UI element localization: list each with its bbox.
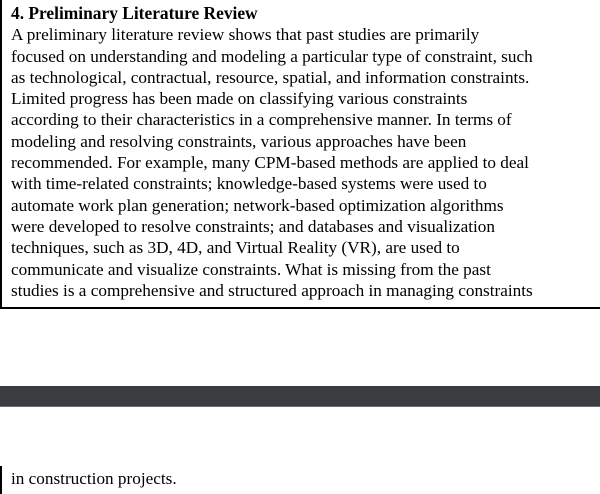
body-line: focused on understanding and modeling a particular type of constraint, such [11, 46, 533, 66]
continuation-line: in construction projects. [11, 469, 177, 488]
body-line: with time-related constraints; knowledge-based systems were used to [11, 174, 487, 194]
page-left-border [0, 466, 2, 494]
page-gap-bar [0, 386, 600, 407]
text-block [11, 3, 599, 301]
body-line: modeling and resolving constraints, various approaches have been [11, 131, 467, 151]
body-line: recommended. For example, many CPM-based methods are applied to deal [11, 153, 529, 173]
page-bottom-border [0, 307, 600, 309]
body-line: were developed to resolve constraints; and databases and visualization [11, 216, 495, 236]
section-heading: 4. Preliminary Literature Review [11, 3, 258, 23]
body-line: automate work plan generation; network-based optimization algorithms [11, 195, 504, 215]
body-line: studies is a comprehensive and structured approach in managing constraints [11, 280, 533, 300]
body-line: techniques, such as 3D, 4D, and Virtual Reality (VR), are used to [11, 238, 460, 258]
body-line: communicate and visualize constraints. What is missing from the past [11, 259, 491, 279]
body-line: A preliminary literature review shows that past studies are primarily [11, 25, 480, 45]
body-line: Limited progress has been made on classifying various constraints [11, 89, 468, 109]
body-line: as technological, contractual, resource, spatial, and information constraints. [11, 67, 530, 87]
page-bottom [0, 466, 600, 494]
page-left-border [0, 0, 2, 309]
body-line: according to their characteristics in a comprehensive manner. In terms of [11, 110, 512, 130]
